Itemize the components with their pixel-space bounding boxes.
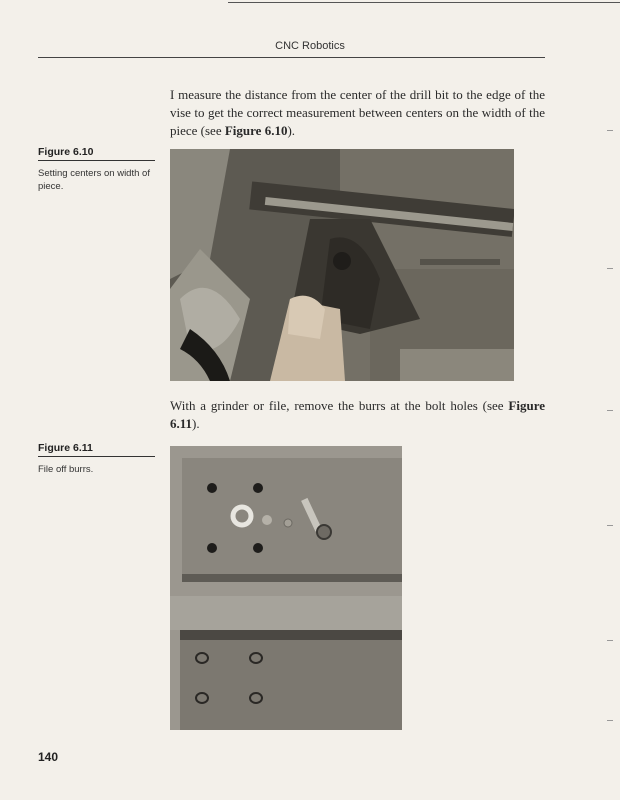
- paragraph-2: [170, 397, 545, 433]
- figure-6-11-reference: Figure 6.11: [170, 398, 545, 431]
- margin-tick: [607, 130, 613, 131]
- page-number: 140: [38, 750, 59, 764]
- margin-tick: [607, 720, 613, 721]
- paragraph-2-suffix: ).: [192, 416, 200, 431]
- running-header: CNC Robotics: [275, 40, 345, 52]
- figure-6-11-photo: [170, 446, 402, 730]
- paragraph-1: [170, 86, 545, 140]
- margin-tick: [607, 640, 613, 641]
- figure-6-10-caption: Setting centers on width of piece.: [38, 168, 150, 192]
- figure-6-10-photo: [170, 149, 514, 381]
- figure-6-10-label: Figure 6.10: [38, 146, 155, 161]
- figure-6-11-label: Figure 6.11: [38, 442, 155, 457]
- figure-6-11-caption: File off burrs.: [38, 464, 94, 475]
- margin-tick: [607, 268, 613, 269]
- top-border-line: [228, 2, 620, 3]
- paragraph-1-text: I measure the distance from the center of the drill bit to the edge of the vise to get the correct measurement between centers on the width of the piece (see: [170, 87, 545, 138]
- margin-tick: [607, 410, 613, 411]
- figure-6-10-reference: Figure 6.10: [224, 123, 288, 138]
- header-rule: [38, 57, 545, 58]
- margin-tick: [607, 525, 613, 526]
- paragraph-2-text: With a grinder or file, remove the burrs at the bolt holes (see: [170, 398, 509, 413]
- paragraph-1-suffix: ).: [287, 123, 296, 138]
